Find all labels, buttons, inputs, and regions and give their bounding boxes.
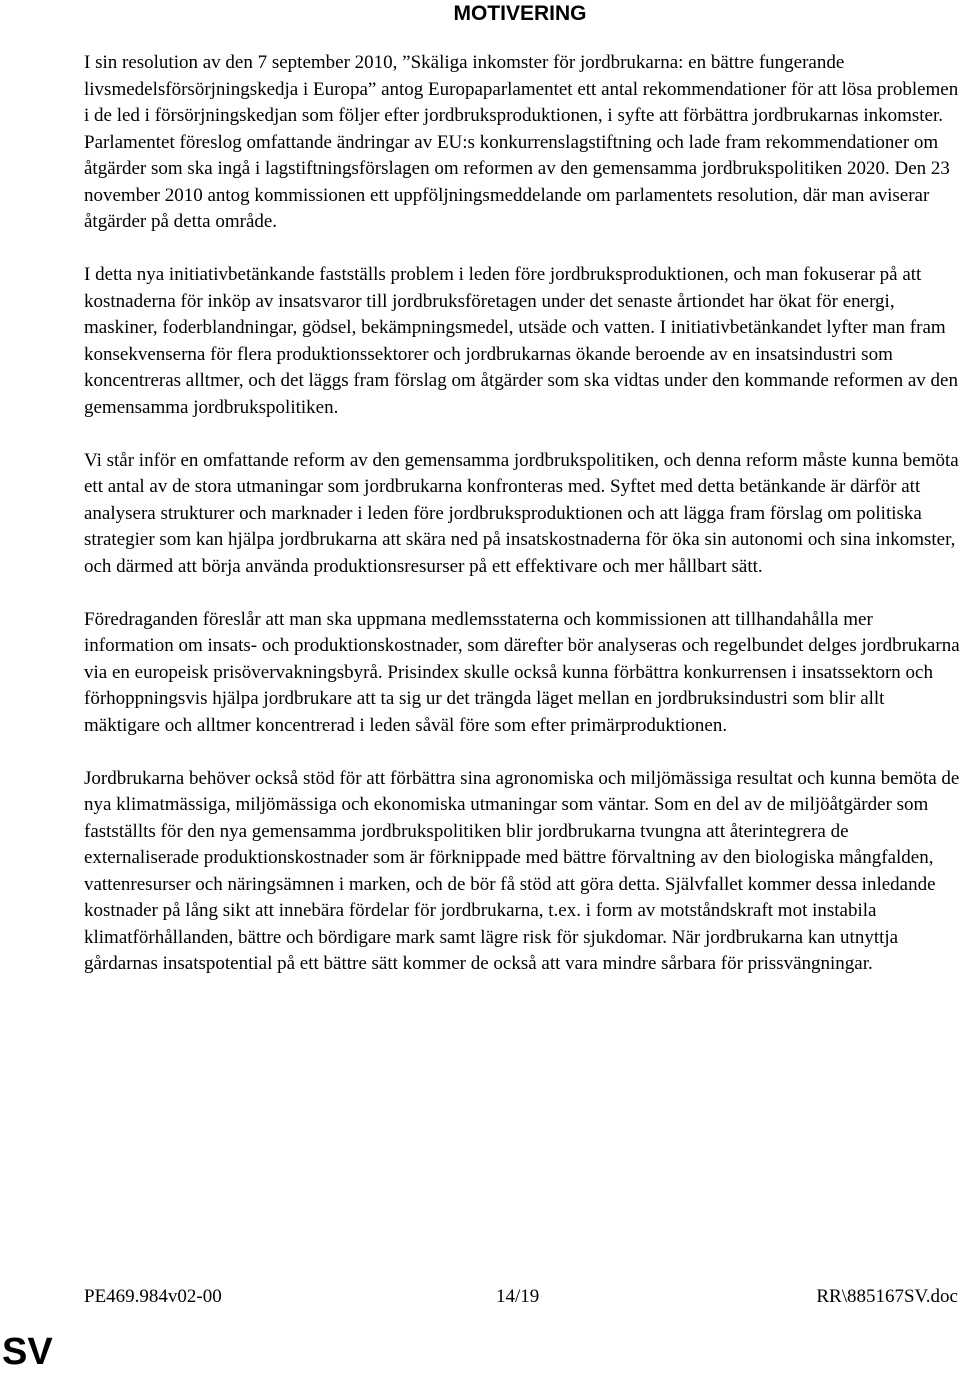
paragraph-4: Föredraganden föreslår att man ska uppmana medlemsstaterna och kommissionen att tillhandahålla mer information om insats- och produktionskostnader, som därefter bör analyseras och regelbundet delges jordbrukarna via en europeisk prisövervakningsbyrå. Prisindex skulle också kunna förbättra konkurrensen i insatssektorn och förhoppningsvis hjälpa jordbrukare att ta sig ur det trängda läget mellan en jordbruksindustri som blir allt mäktigare och alltmer koncentrerad i leden såväl före som efter primärproduktionen. xyxy=(84,608,960,736)
page-footer xyxy=(84,1284,958,1310)
language-code: SV xyxy=(2,1331,53,1373)
footer-page-number: 14/19 xyxy=(496,1286,540,1307)
paragraph-1: I sin resolution av den 7 september 2010, ”Skäliga inkomster för jordbrukarna: en bättre fungerande livsmedelsförsörjningskedja i Europa” antog Europaparlamentet ett antal rekommendationer för att lösa problemen i de led i försörjningskedjan som följer efter jordbruksproduktionen, i syfte att förbättra jordbrukarnas inkomster. Parlamentet föreslog omfattande ändringar av EU:s konkurrenslagstiftning och lade fram rekommendationer om åtgärder som ska ingå i lagstiftningsförslagen om reformen av den gemensamma jordbrukspolitiken 2020. Den 23 november 2010 antog kommissionen ett uppföljningsmeddelande om parlamentets resolution, där man aviserar åtgärder på detta område. xyxy=(84,52,959,232)
footer-document-file: RR\885167SV.doc xyxy=(816,1286,958,1307)
paragraph-5: Jordbrukarna behöver också stöd för att förbättra sina agronomiska och miljömässiga resultat och kunna bemöta de nya klimatmässiga, miljömässiga och ekonomiska utmaningar som väntar. Som en del av de miljöåtgärder som fastställts för den nya gemensamma jordbrukspolitiken blir jordbrukarna tvungna att återintegrera de externaliserade produktionskostnader som är förknippade med bättre förvaltning av den biologiska mångfalden, vattenresurser och näringsämnen i marken, och de bör få stöd att göra detta. Självfallet kommer dessa inledande kostnader på lång sikt att innebära fördelar för jordbrukarna, t.ex. i form av motståndskraft mot instabila klimatförhållanden, bättre och bördigare mark samt lägre risk för sjukdomar. När jordbrukarna kan utnyttja gårdarnas insatspotential på ett bättre sätt kommer de också att vara mindre sårbara för prissvängningar. xyxy=(84,767,960,974)
page-title: MOTIVERING xyxy=(453,2,587,25)
paragraph-2: I detta nya initiativbetänkande fastställs problem i leden före jordbruksproduktionen, och man fokuserar på att kostnaderna för inköp av insatsvaror till jordbruksföretagen under det senaste årtiondet har ökat för energi, maskiner, foderblandningar, gödsel, bekämpningsmedel, utsäde och vatten. I initiativbetänkandet lyfter man fram konsekvenserna för flera produktionssektorer och jordbrukarnas ökande beroende av en insatsindustri som koncentreras alltmer, och det läggs fram förslag om åtgärder som ska vidtas under den kommande reformen av den gemensamma jordbrukspolitiken. xyxy=(84,264,958,418)
footer-reference: PE469.984v02-00 xyxy=(84,1286,222,1307)
document-body xyxy=(84,50,960,978)
paragraph-3: Vi står inför en omfattande reform av den gemensamma jordbrukspolitiken, och denna reform måste kunna bemöta ett antal av de stora utmaningar som jordbrukarna konfronteras med. Syftet med detta betänkande är därför att analysera strukturer och marknader i leden före jordbruksproduktionen och att lägga fram förslag om politiska strategier som kan hjälpa jordbrukarna att skära ned på insatskostnaderna för öka sin autonomi och sina inkomster, och därmed att börja använda produktionsresurser på ett effektivare och mer hållbart sätt. xyxy=(84,449,959,577)
